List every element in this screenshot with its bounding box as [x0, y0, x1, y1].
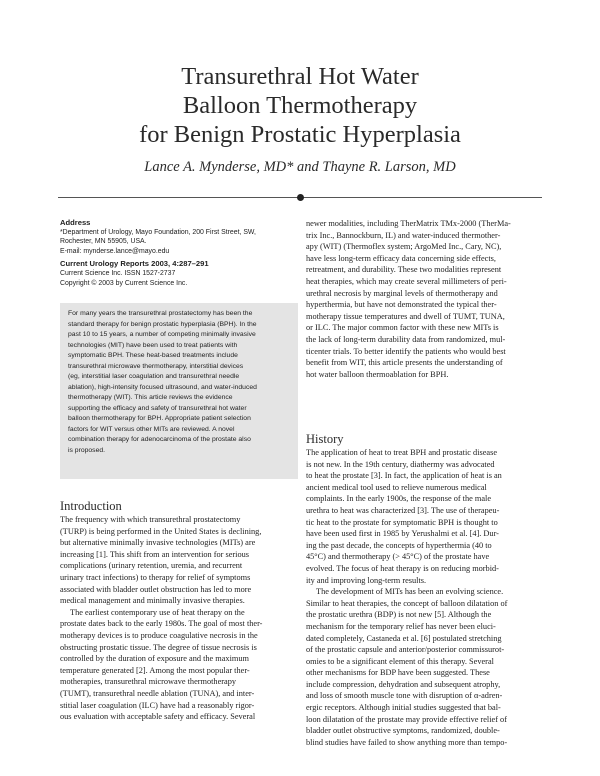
body-line: medical management and minimally invasive therapies.: [60, 596, 245, 606]
body-line: other mechanisms for BDP have been suggested. These: [306, 668, 490, 678]
body-line: prostate dates back to the early 1980s. The goal of most ther-: [60, 619, 263, 629]
abstract-line: thermotherapy (WIT). This article reviews the evidence: [68, 394, 233, 401]
body-line: urethral necrosis by marginal levels of thermotherapy and: [306, 288, 498, 298]
body-line: ancient medical tool used to relieve numerous medical: [306, 482, 487, 492]
right-column-continued: [306, 218, 542, 380]
abstract-line: balloon thermotherapy for BPH. Appropriate patient selection: [68, 415, 251, 422]
body-line: motherapy tissue temperatures and dwell of TUMT, TUNA,: [306, 311, 505, 321]
body-line: ergic receptors. Although initial studies suggested that bal-: [306, 703, 501, 713]
introduction-body: [60, 514, 298, 723]
body-line: blind studies have failed to show anything more than tempo-: [306, 737, 508, 747]
author-line: Lance A. Mynderse, MD* and Thayne R. Larson, MD: [144, 159, 456, 175]
body-line: dated completely, Castaneda et al. [6] postulated stretching: [306, 633, 502, 643]
body-line: ticenter trials. To better identify the patients who would best: [306, 346, 506, 356]
journal-citation: Current Urology Reports 2003, 4:287–291: [60, 259, 209, 269]
abstract-line: (eg, interstitial laser coagulation and transurethral needle: [68, 373, 240, 380]
abstract-line: factors for WIT versus other MITs are reviewed. A novel: [68, 425, 235, 433]
abstract-line: transurethral microwave thermotherapy, interstitial devices: [68, 362, 244, 370]
abstract-line: technologies (MIT) have been used to treat patients with: [68, 341, 238, 349]
body-line: motherapies, transurethral microwave thermotherapy: [60, 677, 237, 687]
body-line: hyperthermia, but have not demonstrated the typical ther-: [306, 300, 497, 310]
body-line: to heat the prostate [3]. In fact, the application of heat is an: [306, 471, 502, 481]
article-title: [60, 62, 540, 149]
body-line: mechanism for the temporary relief has never been eluci-: [306, 621, 496, 631]
body-line: ing the past decade, the concepts of hyperthermia (40 to: [306, 540, 492, 550]
body-line: hot water balloon thermoablation for BPH.: [306, 369, 449, 379]
abstract-line: is proposed.: [68, 446, 106, 454]
body-line: stitial laser coagulation (ILC) have had a reasonably rigor-: [60, 700, 255, 710]
title-line: Transurethral Hot Water: [181, 63, 419, 90]
body-line: temperature generated [2]. Among the most popular ther-: [60, 665, 250, 675]
body-line: newer modalities, including TherMatrix TMx-2000 (TherMa-: [306, 219, 511, 228]
body-line: the prostatic urethra (BDP) is not new [5]. Although the: [306, 610, 492, 620]
body-line: omies to be a significant element of this therapy. Several: [306, 656, 494, 666]
body-line: have less long-term efficacy data concerning side effects,: [306, 253, 496, 263]
body-line: urinary tract infections) to therapy for relief of symptoms: [60, 572, 251, 582]
body-line: evolved. The focus of heat therapy is on reducing morbid-: [306, 563, 499, 573]
body-line: the lack of long-term durability data from randomized, mul-: [306, 334, 506, 344]
abstract-line: standard therapy for benign prostatic hyperplasia (BPH). In the: [68, 320, 257, 328]
abstract-box: [60, 303, 298, 479]
body-line: urethra to heat was characterized [3]. The use of therapeu-: [306, 505, 500, 515]
body-line: obstructing prostatic tissue. The degree of tissue necrosis is: [60, 642, 257, 652]
body-line: benefit from WIT, this article presents the understanding of: [306, 358, 503, 368]
body-line: complaints. In the early 1900s, the response of the male: [306, 494, 492, 504]
body-line: bladder outlet obstructive symptoms, randomized, double-: [306, 726, 500, 736]
address-line: *Department of Urology, Mayo Foundation, 200 First Street, SW,: [60, 228, 256, 236]
abstract-line: combination therapy for adenocarcinoma of the prostate also: [68, 436, 251, 443]
title-line: Balloon Thermotherapy: [182, 92, 418, 119]
body-line: The development of MITs has been an evolving science.: [316, 587, 504, 597]
introduction-heading: Introduction: [60, 499, 122, 513]
body-line: controlled by the duration of exposure and the maximum: [60, 654, 249, 664]
history-body: [306, 447, 542, 748]
body-line: apy (WIT) (Thermoflex system; ArgoMed Inc., Cary, NC),: [306, 242, 502, 252]
abstract-line: For many years the transurethral prostatectomy has been the: [68, 310, 253, 317]
copyright-line: Copyright © 2003 by Current Science Inc.: [60, 279, 188, 287]
article-metadata: [60, 218, 298, 288]
body-line: and loss of smooth muscle tone with disruption of α-adren-: [306, 691, 503, 701]
body-line: associated with bladder outlet obstruction has led to more: [60, 584, 252, 594]
body-line: increasing [1]. This shift from an intervention for serious: [60, 549, 250, 559]
body-line: or ILC. The major common factor with these new MITs is: [306, 323, 499, 333]
body-line: have been used first in 1985 by Yerushalmi et al. [4]. Dur-: [306, 529, 499, 539]
address-line: Rochester, MN 55905, USA.: [60, 238, 147, 246]
body-line: motherapy devices is to produce coagulative necrosis in the: [60, 630, 258, 640]
body-line: heat therapies, which may create several millimeters of peri-: [306, 276, 507, 286]
body-line: The application of heat to treat BPH and prostatic disease: [306, 448, 497, 457]
history-heading: History: [306, 432, 344, 446]
body-line: The earliest contemporary use of heat therapy on the: [70, 607, 245, 617]
abstract-line: symptomatic BPH. These heat-based treatments include: [68, 352, 238, 359]
body-line: The frequency with which transurethral prostatectomy: [60, 515, 241, 524]
abstract-line: ablation), high-intensity focused ultrasound, and water-induced: [68, 383, 257, 391]
body-line: (TURP) is being performed in the United States is declining,: [60, 526, 262, 536]
rule-dot: [297, 194, 304, 201]
body-line: Similar to heat therapies, the concept of balloon dilatation of: [306, 598, 508, 608]
body-line: ous evaluation with acceptable safety and efficacy. Several: [60, 712, 256, 722]
body-line: tic heat to the prostate for symptomatic BPH is thought to: [306, 517, 498, 527]
body-line: trix Inc., Bannockburn, IL) and water-induced thermother-: [306, 230, 501, 240]
title-line: for Benign Prostatic Hyperplasia: [139, 121, 461, 148]
body-line: (TUMT), transurethral needle ablation (TUNA), and inter-: [60, 688, 255, 698]
body-line: is not new. In the 19th century, diathermy was advocated: [306, 459, 495, 469]
body-line: ity and improving long-term results.: [306, 575, 427, 585]
abstract-line: past 10 to 15 years, a number of competing minimally invasive: [68, 331, 256, 338]
address-label: Address: [60, 218, 91, 227]
email-line: E-mail: mynderse.lance@mayo.edu: [60, 247, 170, 255]
body-line: of the prostatic capsule and anterior/posterior commissurot-: [306, 645, 505, 655]
issn-line: Current Science Inc. ISSN 1527-2737: [60, 269, 176, 277]
abstract-line: supporting the efficacy and safety of transurethral hot water: [68, 404, 247, 412]
body-line: retreatment, and durability. These two modalities represent: [306, 265, 502, 275]
body-line: complications (urinary retention, uremia, and recurrent: [60, 561, 243, 571]
body-line: loon dilatation of the prostate may provide effective relief of: [306, 714, 507, 724]
body-line: include compression, dehydration and subsequent atrophy,: [306, 679, 501, 689]
body-line: but alternative minimally invasive technologies (MITs) are: [60, 538, 256, 548]
body-line: 45°C) and thermotherapy (> 45°C) of the prostate have: [306, 552, 490, 562]
